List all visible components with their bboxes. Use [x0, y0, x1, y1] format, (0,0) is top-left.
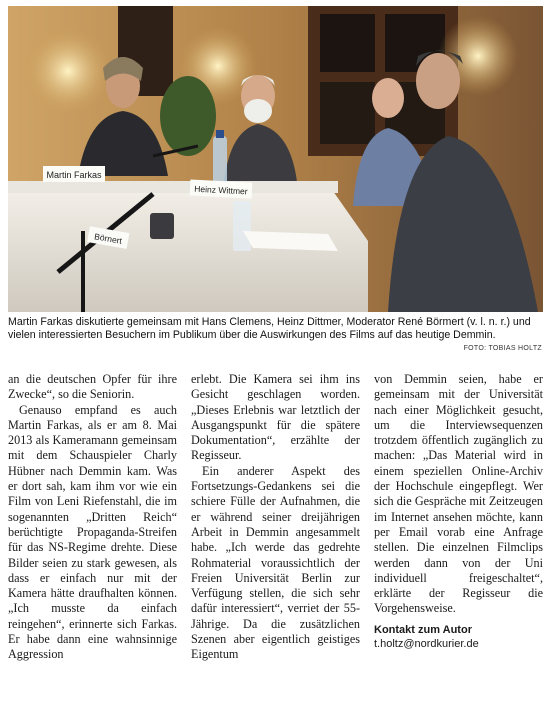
author-contact — [374, 623, 543, 651]
name-card-text: Heinz Wittmer — [194, 183, 248, 197]
paragraph: erlebt. Die Kamera sei ihm ins Gesicht geschlagen worden. „Dieses Erlebnis war letztlich der Ausgangspunkt für die spätere Dokumentation“, erzählte der Regisseur. — [191, 372, 360, 463]
paragraph: Ein anderer Aspekt des Fortsetzungs-Gedankens sei die schiere Fülle der Aufnahmen, die er während seiner dreijährigen Arbeit in Demmin angesammelt habe. „Ich werde das gedrehte Rohmaterial voraussichtlich der Freien Universität Berlin zur Verfügung stellen, die sich sehr dafür interessiert“, verriet der 55-Jährige. Da die zusätzlichen Szenen aber eigentlich geistiges Eigentum — [191, 463, 360, 662]
article-column-1 — [8, 372, 177, 702]
photo-credit: FOTO: TOBIAS HOLTZ — [463, 345, 542, 352]
photo-illustration — [8, 6, 543, 312]
name-card-text: Martin Farkas — [46, 170, 102, 180]
name-card-text: Börnert — [93, 231, 123, 246]
article-photo — [8, 6, 543, 312]
article-body — [8, 372, 543, 702]
name-card-wittmer — [190, 179, 253, 198]
photo-caption: Martin Farkas diskutierte gemeinsam mit Hans Clemens, Heinz Dittmer, Moderator René Börmert (v. l. n. r.) und vielen interessierten Besuchern im Publikum über die Auswirkungen des Films auf das heutige Demmin. — [8, 316, 531, 341]
name-card-farkas — [43, 166, 105, 182]
paragraph: an die deutschen Opfer für ihre Zwecke“, so die Seniorin. — [8, 372, 177, 402]
paragraph: von Demmin seien, habe er gemeinsam mit der Universität nach einer Möglichkeit gesucht, um die Interviewsequenzen trotzdem öffentlich zugänglich zu machen: „Das Material wird in einem speziellen Online-Archiv der Hochschule eingepflegt. Wer sich die Gespräche mit Zeitzeugen im Internet ansehen möchte, kann per Email vorab eine Anfrage stellen. Die einzelnen Filmclips werden dann von der Uni individuell freigeschaltet“, erklärte der Regisseur die Vorgehensweise. — [374, 372, 543, 616]
contact-email[interactable]: t.holtz@nordkurier.de — [374, 637, 479, 650]
article-column-3 — [374, 372, 543, 702]
article-column-2 — [191, 372, 360, 702]
paragraph: Genauso empfand es auch Martin Farkas, als er am 8. Mai 2013 als Kameramann gemeinsam mit dem Schauspieler Charly Hübner nach Demmin kam. Was er dort sah, kam ihm vor wie ein Film von Leni Riefenstahl, die im sogenannten „Dritten Reich“ berüchtigte Propaganda-Streifen für das NS-Regime drehte. Diese Bilder seien zu stark gewesen, als dass er einfach nur mit der Kamera hätte draufhalten können. „Ich musste da einfach reingehen“, erinnerte sich Farkas. Er habe dann eine wahnsinnige Aggression — [8, 402, 177, 662]
contact-title: Kontakt zum Autor — [374, 623, 472, 636]
